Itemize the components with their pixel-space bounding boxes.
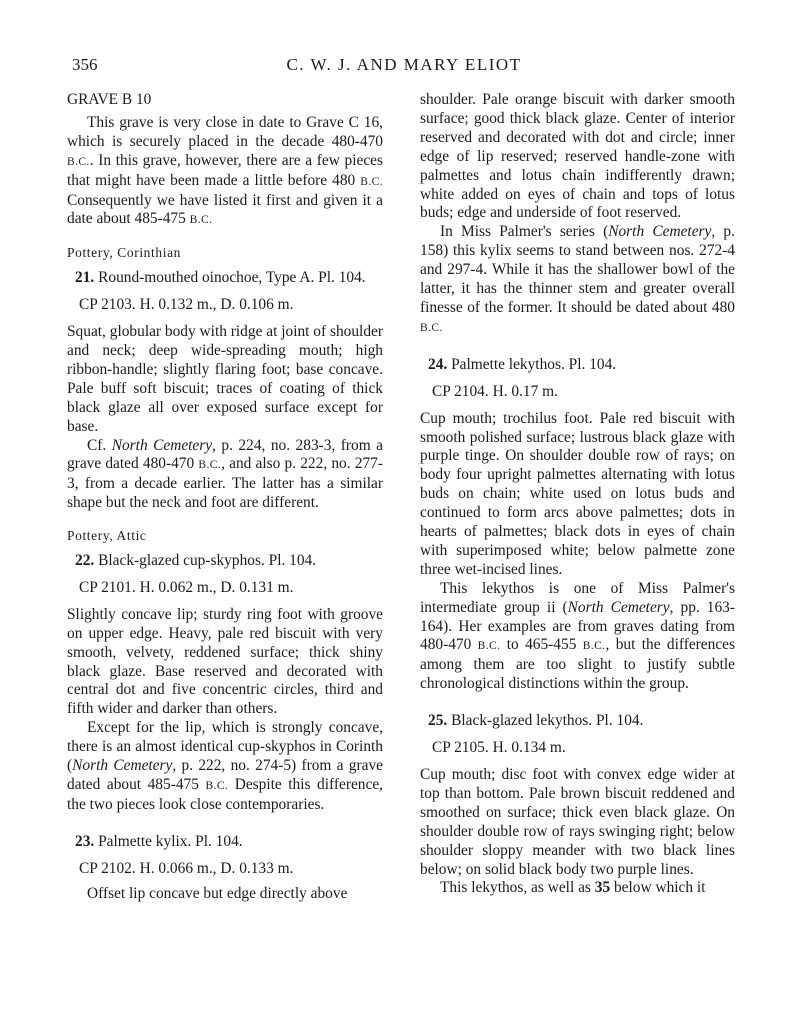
catalogue-entry-21: 21. Round-mouthed oinochoe, Type A. Pl. 104.	[75, 269, 366, 287]
note-23: In Miss Palmer's series (North Cemetery, p. 158) this kylix seems to stand between nos. 272-4 and 297-4. While it has the shallower bowl of the latter, it has the thinner stem and greater overall finesse of the former. It should be dated about 480 B.C.	[420, 223, 735, 334]
description-24: Cup mouth; trochilus foot. Pale red biscuit with smooth polished surface; lustrous black glaze with purple tinge. On shoulder double row of rays; on body four upright palmettes alternating with lotus buds on chain; white used on lotus buds and continued to form arcs above palmettes; dots in hearts of palmettes; black dots in eyes of chain with superimposed white; below palmette zone three wet-incised lines.	[420, 409, 735, 578]
right-column	[420, 91, 735, 898]
description-21: Squat, globular body with ridge at joint of shoulder and neck; deep wide-spreading mouth; high ribbon-handle; slightly flaring foot; base concave. Pale buff soft biscuit; traces of coating of thick black glaze all over exposed surface except for base.	[67, 323, 383, 435]
measurements-21: CP 2103. H. 0.132 m., D. 0.106 m.	[79, 296, 294, 314]
catalogue-entry-25: 25. Black-glazed lekythos. Pl. 104.	[428, 712, 644, 730]
description-25: Cup mouth; disc foot with convex edge wider at top than bottom. Pale brown biscuit reddened and smoothed on surface; thick even black glaze. On shoulder double row of rays swinging right; below shoulder sloppy meander with two black lines below; on solid black body two purple lines.	[420, 766, 735, 878]
left-column	[67, 91, 383, 904]
description-23-start: Offset lip concave but edge directly above	[87, 884, 348, 902]
section-heading-corinthian: Pottery, Corinthian	[67, 245, 182, 261]
description-23-continued: shoulder. Pale orange biscuit with darker smooth surface; good thick black glaze. Center of interior reserved and decorated with dot and circle; inner edge of lip reserved; reserved handle-zone with palmettes and lotus chain indifferently drawn; white added on eyes of chain and tops of lotus buds; edge and underside of foot reserved.	[420, 91, 735, 222]
grave-intro: This grave is very close in date to Grave C 16, which is securely placed in the decade 480-470 B.C.. In this grave, however, there are a few pieces that might have been made a little before 480 B.C. Consequently we have listed it first and given it a date about 485-475 B.C.	[67, 113, 383, 228]
note-21: Cf. North Cemetery, p. 224, no. 283-3, from a grave dated 480-470 B.C., and also p. 222, no. 277-3, from a decade earlier. The latter has a similar shape but the neck and foot are different.	[67, 436, 383, 512]
catalogue-entry-22: 22. Black-glazed cup-skyphos. Pl. 104.	[75, 552, 317, 570]
page-header	[0, 55, 798, 77]
note-24: This lekythos is one of Miss Palmer's intermediate group ii (North Cemetery, pp. 163-164). Her examples are from graves dating from 480-470 B.C. to 465-455 B.C., but the differences among them are too slight to justify subtle chronological distinctions within the group.	[420, 579, 736, 693]
measurements-22: CP 2101. H. 0.062 m., D. 0.131 m.	[79, 578, 294, 596]
section-heading-attic: Pottery, Attic	[67, 528, 147, 544]
measurements-24: CP 2104. H. 0.17 m.	[432, 382, 558, 400]
page-number: 356	[72, 55, 98, 74]
note-25: This lekythos, as well as 35 below which it	[440, 879, 706, 897]
catalogue-entry-23: 23. Palmette kylix. Pl. 104.	[75, 832, 243, 850]
grave-title: GRAVE B 10	[67, 91, 152, 108]
running-head: C. W. J. AND MARY ELIOT	[286, 55, 522, 74]
catalogue-entry-24: 24. Palmette lekythos. Pl. 104.	[428, 355, 617, 373]
note-22: Except for the lip, which is strongly concave, there is an almost identical cup-skyphos in Corinth (North Cemetery, p. 222, no. 274-5) from a grave dated about 485-475 B.C. Despite this difference, the two pieces look close contemporaries.	[67, 719, 383, 813]
measurements-25: CP 2105. H. 0.134 m.	[432, 739, 566, 757]
description-22: Slightly concave lip; sturdy ring foot with groove on upper edge. Heavy, pale red biscuit with very smooth, velvety, reddened surface; thick shiny black glaze. Base reserved and decorated with central dot and five concentric circles, third and fifth wider and darker than others.	[67, 605, 383, 718]
measurements-23: CP 2102. H. 0.066 m., D. 0.133 m.	[79, 859, 294, 877]
